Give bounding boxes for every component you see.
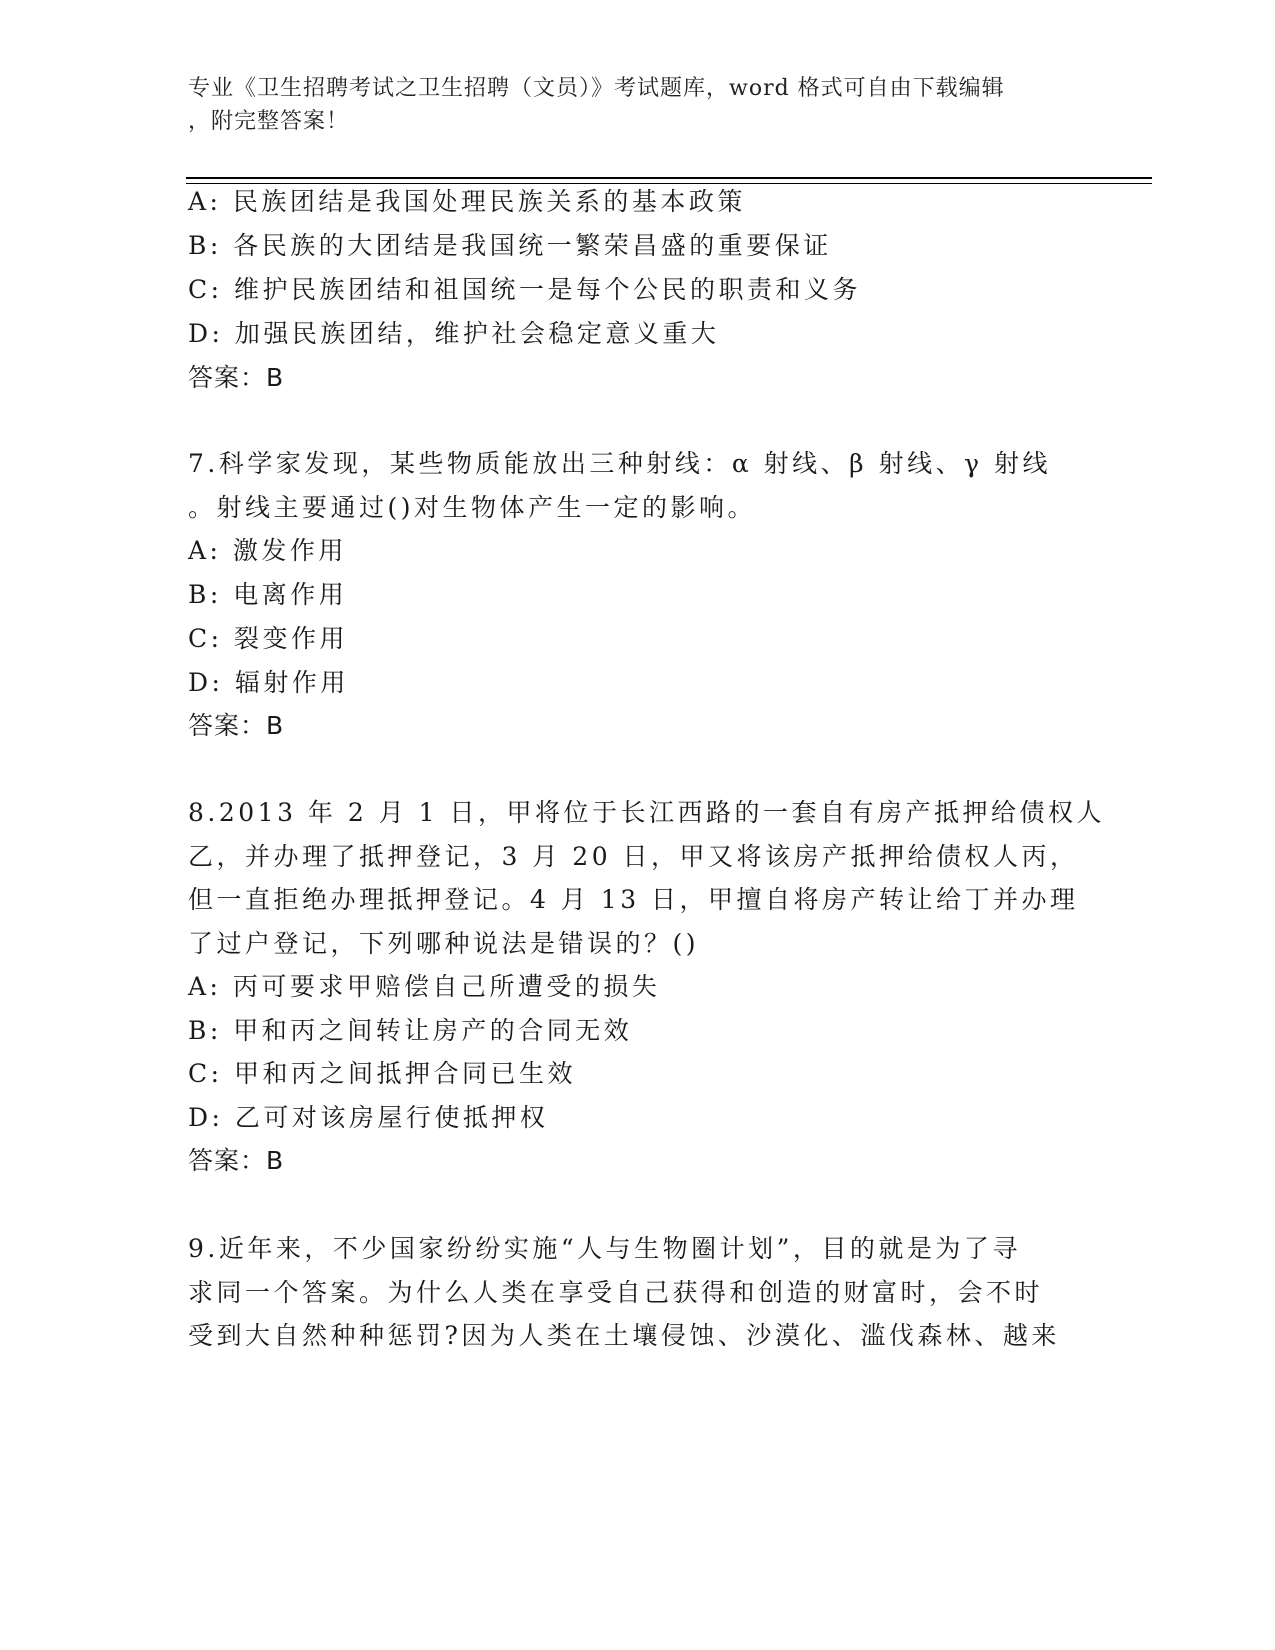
q6-option-b: B: 各民族的大团结是我国统一繁荣昌盛的重要保证	[188, 231, 832, 260]
q7-stem-line-2: 。射线主要通过()对生物体产生一定的影响。	[188, 493, 757, 522]
q8-stem-line-3: 但一直拒绝办理抵押登记。4 月 13 日，甲擅自将房产转让给丁并办理	[188, 885, 1079, 914]
q6-option-d: D: 加强民族团结，维护社会稳定意义重大	[188, 319, 720, 348]
q6-option-c: C: 维护民族团结和祖国统一是每个公民的职责和义务	[188, 275, 862, 304]
q8-option-b: B: 甲和丙之间转让房产的合同无效	[188, 1016, 633, 1045]
header-title-line-1: 专业《卫生招聘考试之卫生招聘（文员）》考试题库，word 格式可自由下载编辑	[188, 76, 1005, 101]
header-rule-thick	[186, 177, 1152, 179]
header-title-line-2: ，附完整答案！	[188, 109, 350, 134]
q9-stem-line-2: 求同一个答案。为什么人类在享受自己获得和创造的财富时，会不时	[188, 1278, 1044, 1307]
q8-answer: 答案：B	[188, 1146, 285, 1175]
q8-stem-line-2: 乙，并办理了抵押登记，3 月 20 日，甲又将该房产抵押给债权人丙，	[188, 842, 1079, 871]
q9-stem-line-3: 受到大自然种种惩罚?因为人类在土壤侵蚀、沙漠化、滥伐森林、越来	[188, 1321, 1060, 1350]
q7-stem-line-1: 7.科学家发现，某些物质能放出三种射线：α 射线、β 射线、γ 射线	[188, 449, 1051, 478]
page-header	[188, 72, 1088, 138]
q8-stem-line-4: 了过户登记，下列哪种说法是错误的？()	[188, 929, 700, 958]
q7-option-c: C: 裂变作用	[188, 624, 348, 653]
q9-stem-line-1: 9.近年来，不少国家纷纷实施“人与生物圈计划”，目的就是为了寻	[188, 1234, 1021, 1263]
q7-answer: 答案：B	[188, 711, 285, 740]
q6-option-a: A: 民族团结是我国处理民族关系的基本政策	[188, 187, 746, 216]
q8-option-d: D: 乙可对该房屋行使抵押权	[188, 1103, 549, 1132]
q7-option-b: B: 电离作用	[188, 580, 348, 609]
q8-option-a: A: 丙可要求甲赔偿自己所遭受的损失	[188, 972, 661, 1001]
q7-option-d: D: 辐射作用	[188, 668, 349, 697]
header-rule-thin	[186, 183, 1152, 184]
q7-option-a: A: 激发作用	[188, 536, 347, 565]
q6-answer: 答案：B	[188, 363, 285, 392]
q8-stem-line-1: 8.2013 年 2 月 1 日，甲将位于长江西路的一套自有房产抵押给债权人	[188, 798, 1106, 827]
q8-option-c: C: 甲和丙之间抵押合同已生效	[188, 1059, 576, 1088]
